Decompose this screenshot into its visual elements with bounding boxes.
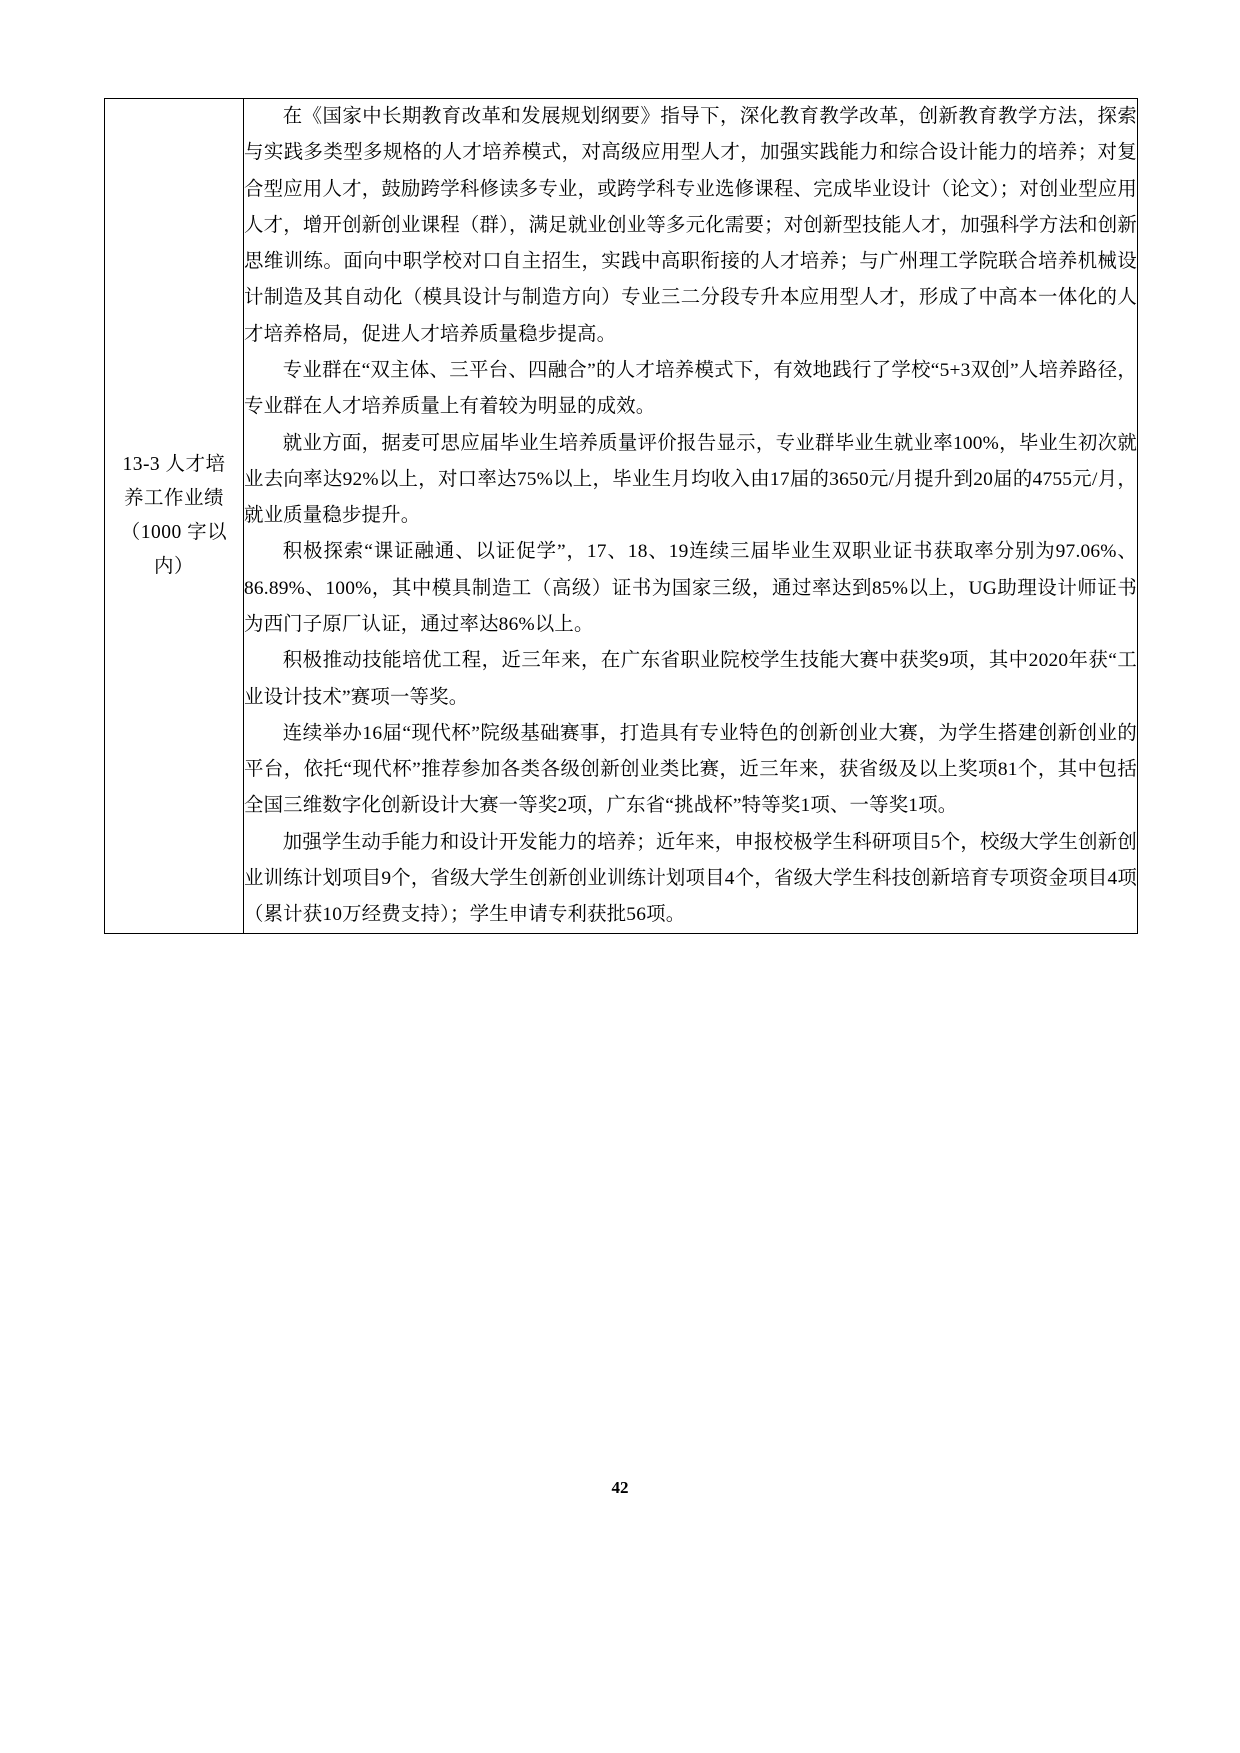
paragraph-1: 在《国家中长期教育改革和发展规划纲要》指导下，深化教育教学改革，创新教育教学方法，探索与实践多类型多规格的人才培养模式，对高级应用型人才，加强实践能力和综合设计能力的培养；对复合型应用人才，鼓励跨学科修读多专业，或跨学科专业选修课程、完成毕业设计（论文）；对创业型应用人才，增开创新创业课程（群），满足就业创业等多元化需要；对创新型技能人才，加强科学方法和创新思维训练。面向中职学校对口自主招生，实践中高职衔接的人才培养；与广州理工学院联合培养机械设计制造及其自动化（模具设计与制造方向）专业三二分段专升本应用型人才，形成了中高本一体化的人才培养格局，促进人才培养质量稳步提高。 [244,106,1137,345]
row-content-cell [244,99,1138,934]
paragraph-4: 积极探索“课证融通、以证促学”，17、18、19连续三届毕业生双职业证书获取率分别为97.06%、86.89%、100%，其中模具制造工（高级）证书为国家三级，通过率达到85%以上，UG助理设计师证书为西门子原厂认证，通过率达86%以上。 [244,541,1137,635]
page-number: 42 [611,1478,629,1497]
row-label-line-4: 内） [153,556,194,578]
paragraph-7: 加强学生动手能力和设计开发能力的培养；近年来，申报校极学生科研项目5个，校级大学生创新创业训练计划项目9个，省级大学生创新创业训练计划项目4个，省级大学生科技创新培育专项资金项目4项（累计获10万经费支持）；学生申请专利获批56项。 [244,831,1137,926]
paragraph-2: 专业群在“双主体、三平台、四融合”的人才培养模式下，有效地践行了学校“5+3双创”人培养路径，专业群在人才培养质量上有着较为明显的成效。 [244,359,1137,418]
paragraph-5: 积极推动技能培优工程，近三年来，在广东省职业院校学生技能大赛中获奖9项，其中2020年获“工业设计技术”赛项一等奖。 [244,650,1137,708]
row-label-line-2: 养工作业绩 [123,488,224,510]
paragraph-6: 连续举办16届“现代杯”院级基础赛事，打造具有专业特色的创新创业大赛，为学生搭建创新创业的平台，依托“现代杯”推荐参加各类各级创新创业类比赛，近三年来，获省级及以上奖项81个，其中包括全国三维数字化创新设计大赛一等奖2项，广东省“挑战杯”特等奖1项、一等奖1项。 [244,722,1137,817]
row-label-line-3: （1000 字以 [120,522,228,544]
row-label-cell [105,99,244,934]
content-table [104,98,1138,934]
row-label-line-1: 13-3 人才培 [122,453,226,475]
paragraph-3: 就业方面，据麦可思应届毕业生培养质量评价报告显示，专业群毕业生就业率100%，毕业生初次就业去向率达92%以上，对口率达75%以上，毕业生月均收入由17届的3650元/月提升到20届的4755元/月，就业质量稳步提升。 [244,432,1137,527]
table-row [105,99,1138,934]
